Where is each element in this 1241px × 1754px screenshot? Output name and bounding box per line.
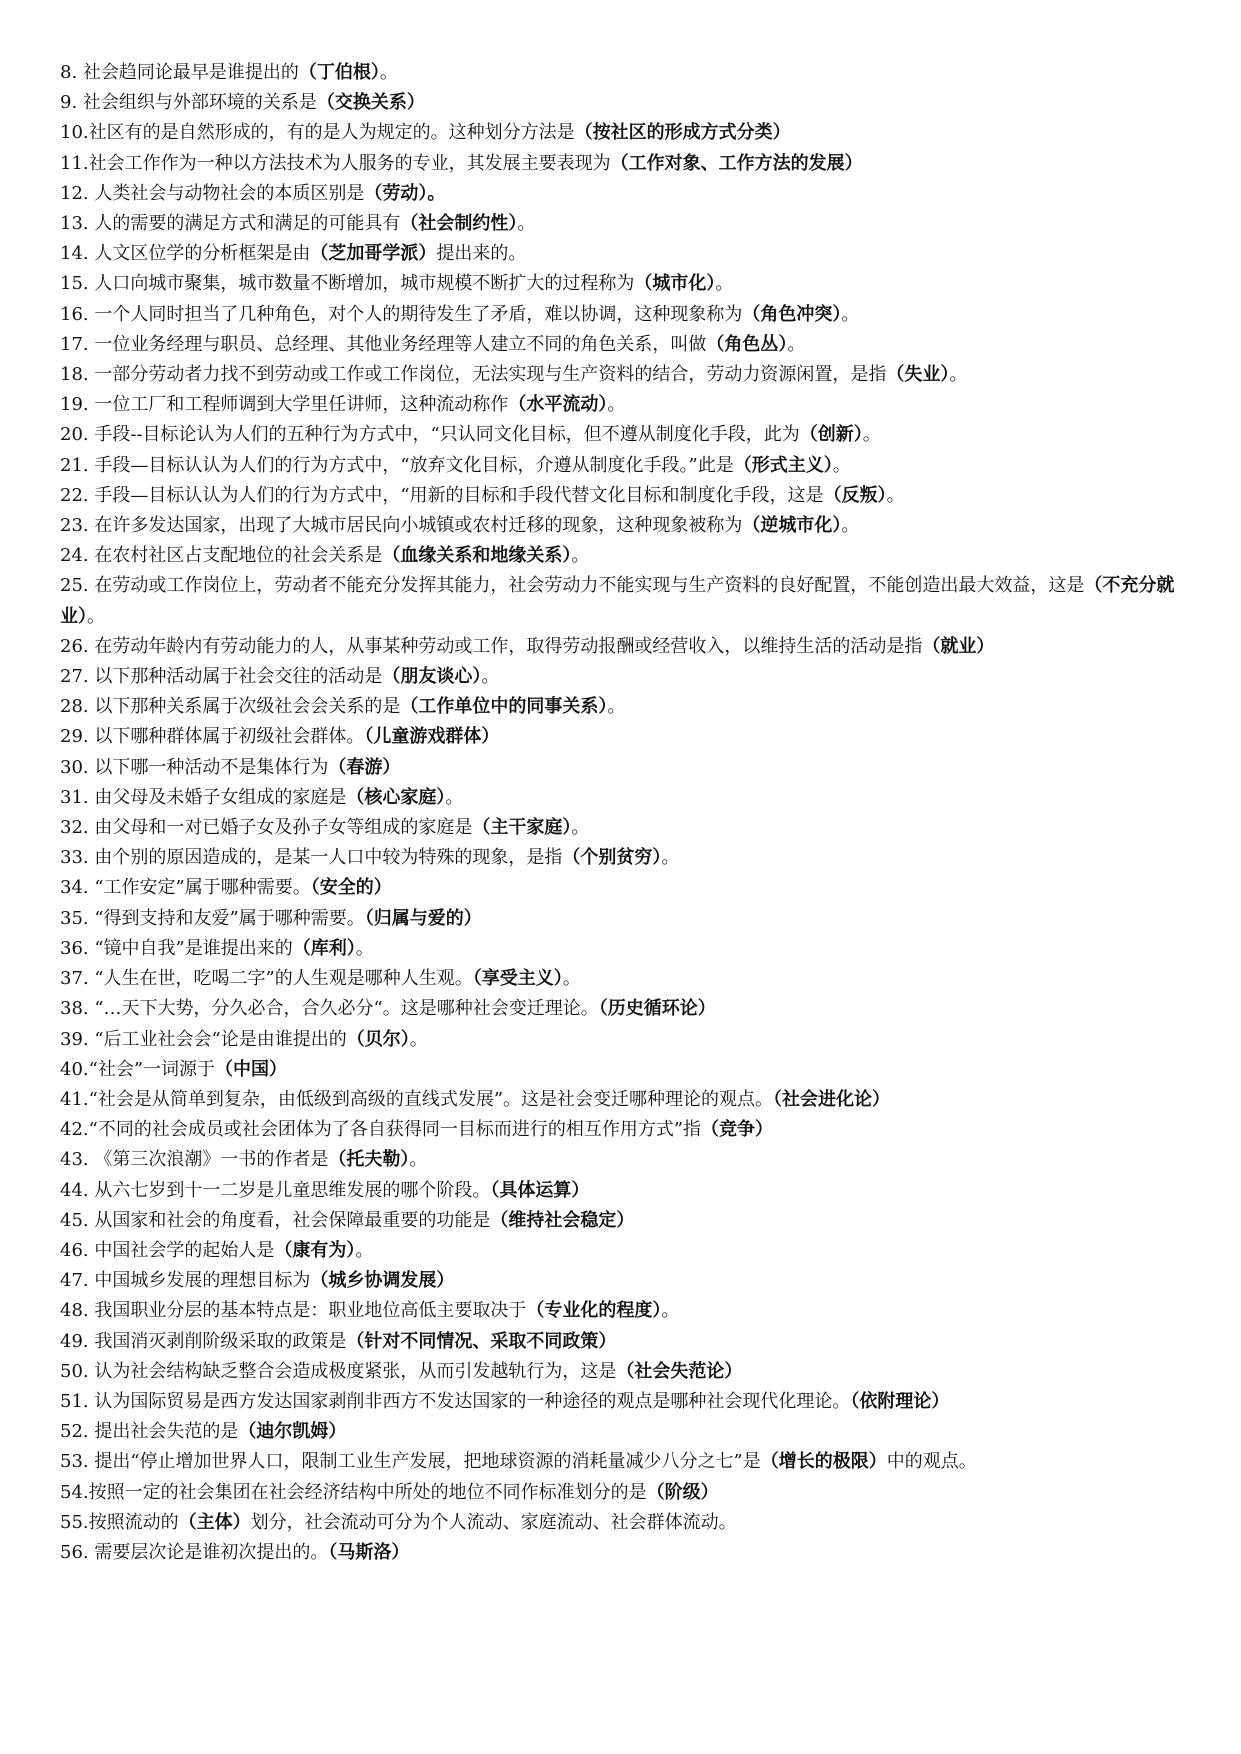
question-suffix: 。	[661, 1300, 680, 1322]
question-item	[60, 420, 1177, 450]
question-suffix: 提出来的。	[436, 243, 527, 265]
question-number: 13.	[60, 213, 95, 235]
question-answer: （竞争）	[701, 1119, 774, 1141]
question-text: 需要层次论是谁初次提出的。	[94, 1541, 329, 1563]
question-suffix: 。	[715, 273, 734, 295]
question-item	[60, 783, 1177, 813]
question-number: 30.	[60, 756, 95, 778]
question-list	[60, 58, 1177, 1568]
question-text: 从六七岁到十一二岁是儿童思维发展的哪个阶段。	[94, 1179, 491, 1201]
question-text: 按照一定的社会集团在社会经济结构中所处的地位不同作标准划分的是	[88, 1481, 647, 1503]
question-number: 48.	[60, 1300, 95, 1322]
question-suffix: 中的观点。	[886, 1451, 977, 1473]
question-text: 由个别的原因造成的，是某一人口中较为特殊的现象，是指	[94, 847, 563, 869]
question-item	[60, 1296, 1177, 1326]
question-text: 按照流动的	[88, 1511, 179, 1533]
question-text: 人文区位学的分析框架是由	[94, 243, 311, 265]
question-number: 21.	[60, 454, 95, 476]
question-text: “人生在世，吃喝二字”的人生观是哪种人生观。	[94, 968, 473, 990]
question-item	[60, 239, 1177, 269]
question-number: 54.	[60, 1481, 89, 1503]
question-item	[60, 1085, 1177, 1115]
question-number: 56.	[60, 1541, 95, 1563]
question-answer: （增长的极限）	[760, 1451, 887, 1473]
question-text: 《第三次浪潮》一书的作者是	[94, 1149, 329, 1171]
question-item	[60, 934, 1177, 964]
question-answer: （个别贫穷）	[562, 847, 662, 869]
question-text: 社会工作作为一种以方法技术为人服务的专业，其发展主要表现为	[88, 152, 611, 174]
question-text: 手段—目标认认为人们的行为方式中，“放弃文化目标，介遵从制度化手段。”此是	[94, 454, 734, 476]
question-item	[60, 662, 1177, 692]
question-answer: （归属与爱的）	[364, 907, 482, 929]
question-item	[60, 1055, 1177, 1085]
question-item	[60, 904, 1177, 934]
question-text: 提出“停止增加世界人口，限制工业生产发展，把地球资源的消耗量减少八分之七”是	[94, 1451, 761, 1473]
question-number: 49.	[60, 1330, 95, 1352]
question-suffix: 。	[562, 968, 581, 990]
question-item	[60, 1115, 1177, 1145]
question-item	[60, 1327, 1177, 1357]
question-text: 手段—目标认认为人们的行为方式中，“用新的目标和手段代替文化目标和制度化手段，这是	[94, 484, 824, 506]
question-number: 20.	[60, 424, 95, 446]
question-answer: （社会制约性）	[400, 213, 518, 235]
question-text: 中国城乡发展的理想目标为	[94, 1270, 311, 1292]
question-number: 9.	[60, 92, 83, 114]
question-item	[60, 58, 1177, 88]
question-number: 17.	[60, 333, 95, 355]
question-answer: （城市化）	[634, 273, 716, 295]
question-answer: （工作单位中的同事关系）	[400, 696, 608, 718]
question-text: 社会趋同论最早是谁提出的	[82, 62, 299, 83]
question-number: 44.	[60, 1179, 95, 1201]
question-number: 8.	[60, 62, 83, 83]
question-number: 26.	[60, 635, 95, 657]
question-text: 一位业务经理与职员、总经理、其他业务经理等人建立不同的角色关系，叫做	[94, 333, 707, 355]
question-answer: （依附理论）	[850, 1390, 950, 1412]
question-number: 53.	[60, 1451, 95, 1473]
question-number: 15.	[60, 273, 95, 295]
question-suffix: 。	[571, 817, 590, 839]
question-text: “社会是从简单到复杂，由低级到高级的直线式发展”。这是社会变迁哪种理论的观点。	[88, 1088, 774, 1110]
question-text: 以下那种关系属于次级社会会关系的是	[94, 696, 401, 718]
question-suffix: 。	[409, 1028, 428, 1050]
question-text: 社区有的是自然形成的，有的是人为规定的。这种划分方法是	[88, 122, 575, 144]
question-suffix: 。	[517, 213, 536, 235]
question-item	[60, 1478, 1177, 1508]
question-number: 33.	[60, 847, 95, 869]
question-text: 认为国际贸易是西方发达国家剥削非西方不发达国家的一种途径的观点是哪种社会现代化理论。	[94, 1390, 851, 1412]
question-answer: （朋友谈心）	[382, 666, 482, 688]
question-item	[60, 1206, 1177, 1236]
question-answer: （交换关系）	[316, 92, 425, 114]
question-number: 24.	[60, 545, 95, 567]
question-number: 11.	[60, 152, 89, 174]
question-suffix: 。	[481, 666, 500, 688]
question-number: 12.	[60, 182, 95, 204]
question-number: 14.	[60, 243, 95, 265]
question-number: 41.	[60, 1088, 89, 1110]
question-item	[60, 300, 1177, 330]
question-item	[60, 1266, 1177, 1296]
question-item	[60, 1025, 1177, 1055]
question-suffix: 。	[607, 394, 626, 416]
question-suffix: 。	[886, 484, 905, 506]
question-text: “得到支持和友爱”属于哪种需要。	[94, 907, 365, 929]
question-text: 由父母及未婚子女组成的家庭是	[94, 786, 347, 808]
question-answer: （具体运算）	[490, 1179, 590, 1201]
question-number: 16.	[60, 303, 95, 325]
question-item	[60, 692, 1177, 722]
question-text: 中国社会学的起始人是	[94, 1239, 275, 1261]
question-item	[60, 451, 1177, 481]
question-number: 34.	[60, 877, 95, 899]
question-suffix: 。	[949, 364, 968, 386]
question-answer: （贝尔）	[346, 1028, 410, 1050]
question-answer: （针对不同情况、采取不同政策）	[346, 1330, 617, 1352]
question-item	[60, 873, 1177, 903]
question-suffix: 。	[862, 424, 881, 446]
question-text: 由父母和一对已婚子女及孙子女等组成的家庭是	[94, 817, 473, 839]
question-answer: （不充分就业）	[60, 575, 1175, 627]
question-number: 45.	[60, 1209, 95, 1231]
question-number: 23.	[60, 515, 95, 537]
question-number: 10.	[60, 122, 89, 144]
question-answer: （历史循环论）	[598, 998, 716, 1020]
question-answer: （社会失范论）	[616, 1360, 743, 1382]
question-item	[60, 994, 1177, 1024]
question-item	[60, 179, 1177, 209]
question-answer: （享受主义）	[472, 968, 563, 990]
question-number: 31.	[60, 786, 95, 808]
question-number: 18.	[60, 364, 95, 386]
question-suffix: 。	[355, 1239, 374, 1261]
question-number: 38.	[60, 998, 95, 1020]
question-text: “社会”一词源于	[88, 1058, 216, 1080]
question-text: 从国家和社会的角度看，社会保障最重要的功能是	[94, 1209, 491, 1231]
question-answer: （迪尔凯姆）	[238, 1421, 347, 1443]
question-number: 55.	[60, 1511, 89, 1533]
question-number: 36.	[60, 937, 95, 959]
question-item	[60, 1417, 1177, 1447]
question-suffix: 划分，社会流动可分为个人流动、家庭流动、社会群体流动。	[250, 1511, 737, 1533]
question-number: 39.	[60, 1028, 95, 1050]
question-text: 一部分劳动者力找不到劳动或工作或工作岗位，无法实现与生产资料的结合，劳动力资源闲置，是指	[94, 364, 887, 386]
question-text: 人类社会与动物社会的本质区别是	[94, 182, 365, 204]
question-suffix: 。	[87, 605, 105, 627]
question-item	[60, 843, 1177, 873]
question-item	[60, 722, 1177, 752]
question-suffix: 。	[841, 303, 860, 325]
question-item	[60, 632, 1177, 662]
question-number: 51.	[60, 1390, 95, 1412]
question-text: 一个人同时担当了几种角色，对个人的期待发生了矛盾，难以协调，这种现象称为	[94, 303, 743, 325]
question-text: 在农村社区占支配地位的社会关系是	[94, 545, 383, 567]
question-answer: （按社区的形成方式分类）	[574, 122, 791, 144]
question-answer: （逆城市化）	[742, 515, 842, 537]
question-answer: （专业化的程度）	[526, 1300, 662, 1322]
question-answer: （春游）	[328, 756, 401, 778]
question-suffix: 。	[832, 454, 851, 476]
question-suffix: 。	[661, 847, 680, 869]
question-number: 19.	[60, 394, 95, 416]
question-number: 22.	[60, 484, 95, 506]
question-text: 手段--目标论认为人们的五种行为方式中，“只认同文化目标，但不遵从制度化手段，此为	[94, 424, 800, 446]
question-number: 27.	[60, 666, 95, 688]
question-number: 28.	[60, 696, 95, 718]
question-answer: （就业）	[922, 635, 995, 657]
question-number: 42.	[60, 1119, 89, 1141]
question-answer: （工作对象、工作方法的发展）	[610, 152, 863, 174]
question-number: 32.	[60, 817, 95, 839]
question-item	[60, 753, 1177, 783]
question-text: 我国消灭剥削阶级采取的政策是	[94, 1330, 347, 1352]
question-answer: （儿童游戏群体）	[364, 726, 500, 748]
question-number: 35.	[60, 907, 95, 929]
question-item	[60, 209, 1177, 239]
question-answer: （城乡协调发展）	[310, 1270, 455, 1292]
question-answer: （角色丛）	[706, 333, 788, 355]
question-answer: （托夫勒）	[328, 1149, 410, 1171]
question-item	[60, 1447, 1177, 1477]
question-text: 以下那种活动属于社会交往的活动是	[94, 666, 383, 688]
question-suffix: 。	[787, 333, 806, 355]
question-answer: （反叛）	[823, 484, 887, 506]
question-text: “镜中自我”是谁提出来的	[94, 937, 293, 959]
question-text: 在劳动年龄内有劳动能力的人，从事某种劳动或工作，取得劳动报酬或经营收入，以维持生活的活动是指	[94, 635, 923, 657]
question-suffix: 。	[841, 515, 860, 537]
question-item	[60, 330, 1177, 360]
question-item	[60, 1538, 1177, 1568]
question-item	[60, 1236, 1177, 1266]
question-number: 29.	[60, 726, 95, 748]
question-item	[60, 964, 1177, 994]
question-suffix: 。	[445, 786, 464, 808]
question-text: “后工业社会会“论是由谁提出的	[94, 1028, 347, 1050]
question-item	[60, 1176, 1177, 1206]
question-answer: （创新）	[799, 424, 863, 446]
question-suffix: 。	[607, 696, 626, 718]
question-text: 人口向城市聚集，城市数量不断增加，城市规模不断扩大的过程称为	[94, 273, 635, 295]
question-item	[60, 511, 1177, 541]
question-answer: （主体）	[178, 1511, 251, 1533]
question-item	[60, 269, 1177, 299]
question-item	[60, 149, 1177, 179]
question-text: 提出社会失范的是	[94, 1421, 239, 1443]
question-item	[60, 1145, 1177, 1175]
question-item	[60, 390, 1177, 420]
question-item	[60, 1508, 1177, 1538]
question-text: 我国职业分层的基本特点是：职业地位高低主要取决于	[94, 1300, 527, 1322]
question-text: 人的需要的满足方式和满足的可能具有	[94, 213, 401, 235]
question-text: 在劳动或工作岗位上，劳动者不能充分发挥其能力，社会劳动力不能实现与生产资料的良好配置，不能创造出最大效益，这是	[94, 575, 1085, 597]
question-answer: （安全的）	[310, 877, 392, 899]
question-text: “工作安定”属于哪种需要。	[94, 877, 311, 899]
question-answer: （血缘关系和地缘关系）	[382, 545, 572, 567]
question-item	[60, 541, 1177, 571]
question-text: 以下哪种群体属于初级社会群体。	[94, 726, 365, 748]
question-text: 以下哪一种活动不是集体行为	[94, 756, 329, 778]
question-text: 在许多发达国家，出现了大城市居民向小城镇或农村迁移的现象，这种现象被称为	[94, 515, 743, 537]
question-answer: （马斯洛）	[328, 1541, 410, 1563]
question-answer: （劳动）。	[364, 182, 446, 204]
question-answer: （阶级）	[646, 1481, 719, 1503]
question-item	[60, 118, 1177, 148]
question-number: 40.	[60, 1058, 89, 1080]
question-item	[60, 813, 1177, 843]
question-text: 认为社会结构缺乏整合会造成极度紧张，从而引发越轨行为，这是	[94, 1360, 617, 1382]
question-text: 一位工厂和工程师调到大学里任讲师，这种流动称作	[94, 394, 509, 416]
question-suffix: 。	[409, 1149, 428, 1171]
question-answer: （中国）	[215, 1058, 288, 1080]
question-item	[60, 1357, 1177, 1387]
question-answer: （丁伯根）	[298, 62, 380, 83]
question-answer: （角色冲突）	[742, 303, 842, 325]
question-answer: （社会进化论）	[773, 1088, 891, 1110]
question-number: 50.	[60, 1360, 95, 1382]
question-answer: （芝加哥学派）	[310, 243, 437, 265]
question-answer: （失业）	[886, 364, 950, 386]
question-number: 46.	[60, 1239, 95, 1261]
question-text: “不同的社会成员或社会团体为了各自获得同一目标而进行的相互作用方式”指	[88, 1119, 702, 1141]
question-number: 37.	[60, 968, 95, 990]
question-number: 47.	[60, 1270, 95, 1292]
question-answer: （康有为）	[274, 1239, 356, 1261]
question-answer: （形式主义）	[733, 454, 833, 476]
question-item	[60, 88, 1177, 118]
question-item	[60, 481, 1177, 511]
question-answer: （维持社会稳定）	[490, 1209, 635, 1231]
question-text: 社会组织与外部环境的关系是	[82, 92, 317, 114]
question-number: 43.	[60, 1149, 95, 1171]
question-text: “…天下大势，分久必合，合久必分“。这是哪种社会变迁理论。	[94, 998, 599, 1020]
question-answer: （主干家庭）	[472, 817, 572, 839]
question-suffix: 。	[379, 62, 398, 83]
question-answer: （核心家庭）	[346, 786, 446, 808]
question-item	[60, 360, 1177, 390]
question-item	[60, 1387, 1177, 1417]
question-item	[60, 571, 1177, 631]
question-answer: （水平流动）	[508, 394, 608, 416]
question-suffix: 。	[571, 545, 590, 567]
question-answer: （库利）	[292, 937, 356, 959]
question-number: 52.	[60, 1421, 95, 1443]
question-number: 25.	[60, 575, 95, 597]
question-suffix: 。	[355, 937, 374, 959]
